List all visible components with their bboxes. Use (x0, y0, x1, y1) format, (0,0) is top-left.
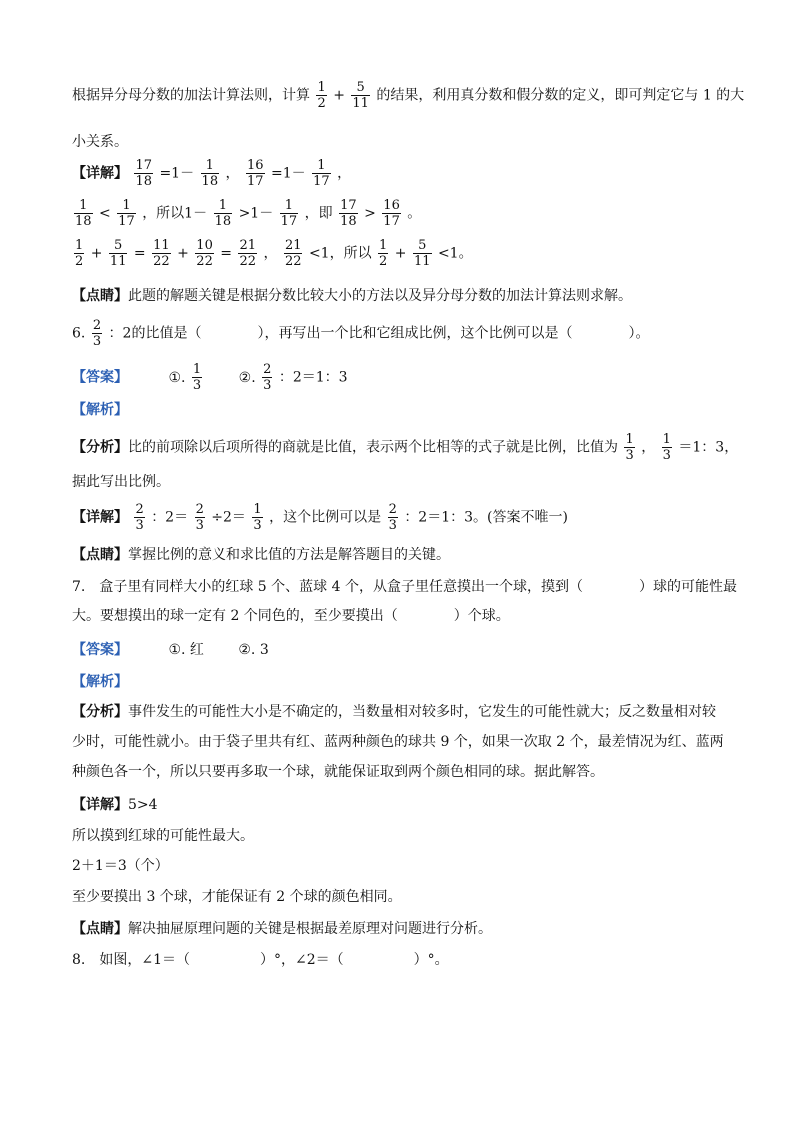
fraction: $\frac{1}{17}$ (280, 198, 298, 229)
detail-tag: 【详解】 (72, 509, 128, 526)
q6-stem (72, 318, 649, 349)
text: ， (337, 165, 352, 182)
fraction: $\frac{16}{17}$ (383, 198, 400, 229)
p5-line1 (72, 80, 744, 111)
text: < (99, 205, 111, 222)
q6-analyze2: 据此写出比例。 (72, 474, 170, 490)
text: >1－ (238, 205, 274, 222)
text: ， (263, 245, 278, 262)
answer-value: 3 (259, 642, 269, 658)
q7-detail4: 至少要摸出 3 个球，才能保证有 2 个球的颜色相同。 (72, 889, 402, 905)
q7-stem2: 大。要想摸出的球一定有 2 个同色的，至少要摸出（ ）个球。 (72, 608, 510, 624)
answer-tag: 【答案】 (72, 642, 128, 658)
comment-tag: 【点睛】 (72, 921, 128, 937)
p5-detail1 (72, 158, 351, 189)
text: =1－ (271, 165, 306, 182)
answer-value: 红 (189, 642, 204, 658)
fraction: $\frac{5}{11}$ (352, 80, 369, 111)
q7-answer (72, 640, 269, 660)
fraction: $\frac{1}{17}$ (118, 198, 135, 229)
fraction: $\frac{1}{18}$ (75, 198, 92, 229)
q7-analyze3: 种颜色各一个，所以只要再多取一个球，就能保证取到两个颜色相同的球。据此解答。 (72, 764, 604, 780)
fraction: $\frac{10}{22}$ (196, 238, 213, 269)
fraction: $\frac{5}{11}$ (109, 238, 127, 269)
text: ：2的比值是（ ），再写出一个比和它组成比例，这个比例可以是（ ）。 (108, 325, 650, 342)
text: + (394, 245, 407, 262)
text: = (133, 245, 146, 262)
fraction: $\frac{17}{18}$ (135, 158, 152, 189)
fraction: $\frac{2}{3}$ (92, 318, 102, 349)
fraction: $\frac{2}{3}$ (263, 362, 272, 393)
text: ：2＝1：3。(答案不唯一) (404, 509, 568, 526)
fraction: $\frac{16}{17}$ (247, 158, 264, 189)
text: + (333, 87, 345, 104)
text: 根据异分母分数的加法计算法则，计算 (72, 87, 310, 104)
text: <1，所以 (308, 245, 372, 262)
text: ＝1：3， (678, 439, 739, 456)
q7-detail2: 所以摸到红球的可能性最大。 (72, 828, 254, 844)
text: 此题的解题关键是根据分数比较大小的方法以及异分母分数的加法计算法则求解。 (128, 288, 632, 304)
text: 比的前项除以后项所得的商就是比值，表示两个比相等的式子就是比例，比值为 (128, 439, 618, 456)
text: ，即 (304, 205, 333, 222)
comment-tag: 【点睛】 (72, 288, 128, 304)
text: ， (225, 165, 240, 182)
text: ÷2＝ (211, 509, 246, 526)
text: <1。 (437, 245, 473, 262)
text: ：2＝1：3 (278, 369, 348, 386)
fraction: $\frac{1}{3}$ (192, 362, 202, 393)
text: 解决抽屉原理问题的关键是根据最差原理对问题进行分析。 (128, 921, 492, 937)
fraction: $\frac{2}{3}$ (388, 502, 397, 533)
q8-stem: 8. 如图，∠1＝（ ）°，∠2＝（ ）°。 (72, 952, 449, 968)
q7-comment (72, 919, 492, 939)
answer-mark: ①. (168, 369, 186, 386)
q6-comment (72, 545, 450, 565)
fraction: $\frac{1}{18}$ (201, 158, 219, 189)
fraction: $\frac{1}{3}$ (253, 502, 262, 533)
q7-detail1 (72, 795, 158, 815)
text: ，所以1－ (142, 205, 208, 222)
text: > (364, 205, 376, 222)
detail-tag: 【详解】 (72, 165, 128, 182)
fraction: $\frac{21}{22}$ (284, 238, 302, 269)
fraction: $\frac{1}{2}$ (75, 238, 84, 269)
question-number: 6. (72, 325, 86, 342)
answer-mark: ②. (238, 369, 256, 386)
q6-answer (72, 362, 348, 393)
answer-mark: ①. (168, 642, 186, 658)
q6-analyze (72, 432, 738, 463)
q7-analysis-tag (72, 672, 128, 692)
text: = (220, 245, 233, 262)
analyze-tag: 【分析】 (72, 439, 128, 456)
p5-comment (72, 286, 632, 306)
q7-analyze1 (72, 702, 716, 722)
q6-detail (72, 502, 568, 533)
detail-tag: 【详解】 (72, 797, 128, 813)
p5-detail3 (72, 238, 473, 269)
text: + (177, 245, 189, 262)
analysis-tag: 【解析】 (72, 674, 128, 690)
fraction: $\frac{1}{2}$ (317, 80, 326, 111)
fraction: $\frac{17}{18}$ (340, 198, 357, 229)
fraction: $\frac{21}{22}$ (239, 238, 257, 269)
text: ， (641, 439, 656, 456)
answer-mark: ②. (238, 642, 256, 658)
fraction: $\frac{1}{3}$ (662, 432, 671, 463)
text: ：2＝ (151, 509, 189, 526)
fraction: $\frac{5}{11}$ (413, 238, 431, 269)
text: ，这个比例可以是 (269, 509, 382, 526)
analyze-tag: 【分析】 (72, 704, 128, 720)
q7-detail3: 2＋1＝3（个） (72, 858, 169, 874)
p5-detail2 (72, 198, 421, 229)
text: + (90, 245, 103, 262)
text: 的结果，利用真分数和假分数的定义，即可判定它与 1 的大 (376, 87, 745, 104)
answer-tag: 【答案】 (72, 369, 128, 386)
fraction: $\frac{2}{3}$ (195, 502, 204, 533)
fraction: $\frac{1}{17}$ (313, 158, 330, 189)
q7-analyze2: 少时，可能性就小。由于袋子里共有红、蓝两种颜色的球共 9 个，如果一次取 2 个，最差情况为红、蓝两 (72, 734, 724, 750)
text: 掌握比例的意义和求比值的方法是解答题目的关键。 (128, 547, 450, 563)
text: =1－ (159, 165, 195, 182)
comment-tag: 【点睛】 (72, 547, 128, 563)
fraction: $\frac{1}{2}$ (379, 238, 388, 269)
fraction: $\frac{1}{3}$ (625, 432, 634, 463)
text: 。 (407, 205, 422, 222)
fraction: $\frac{1}{18}$ (214, 198, 232, 229)
analysis-tag: 【解析】 (72, 402, 128, 418)
text: 5>4 (128, 797, 158, 813)
fraction: $\frac{2}{3}$ (135, 502, 144, 533)
fraction: $\frac{11}{22}$ (153, 238, 170, 269)
q7-stem1: 7. 盒子里有同样大小的红球 5 个、蓝球 4 个，从盒子里任意摸出一个球，摸到（ ）球的可能性最 (72, 579, 737, 595)
text: 事件发生的可能性大小是不确定的，当数量相对较多时，它发生的可能性就大；反之数量相对较 (128, 704, 716, 720)
p5-line2: 小关系。 (72, 134, 128, 150)
q6-analysis-tag (72, 400, 128, 420)
